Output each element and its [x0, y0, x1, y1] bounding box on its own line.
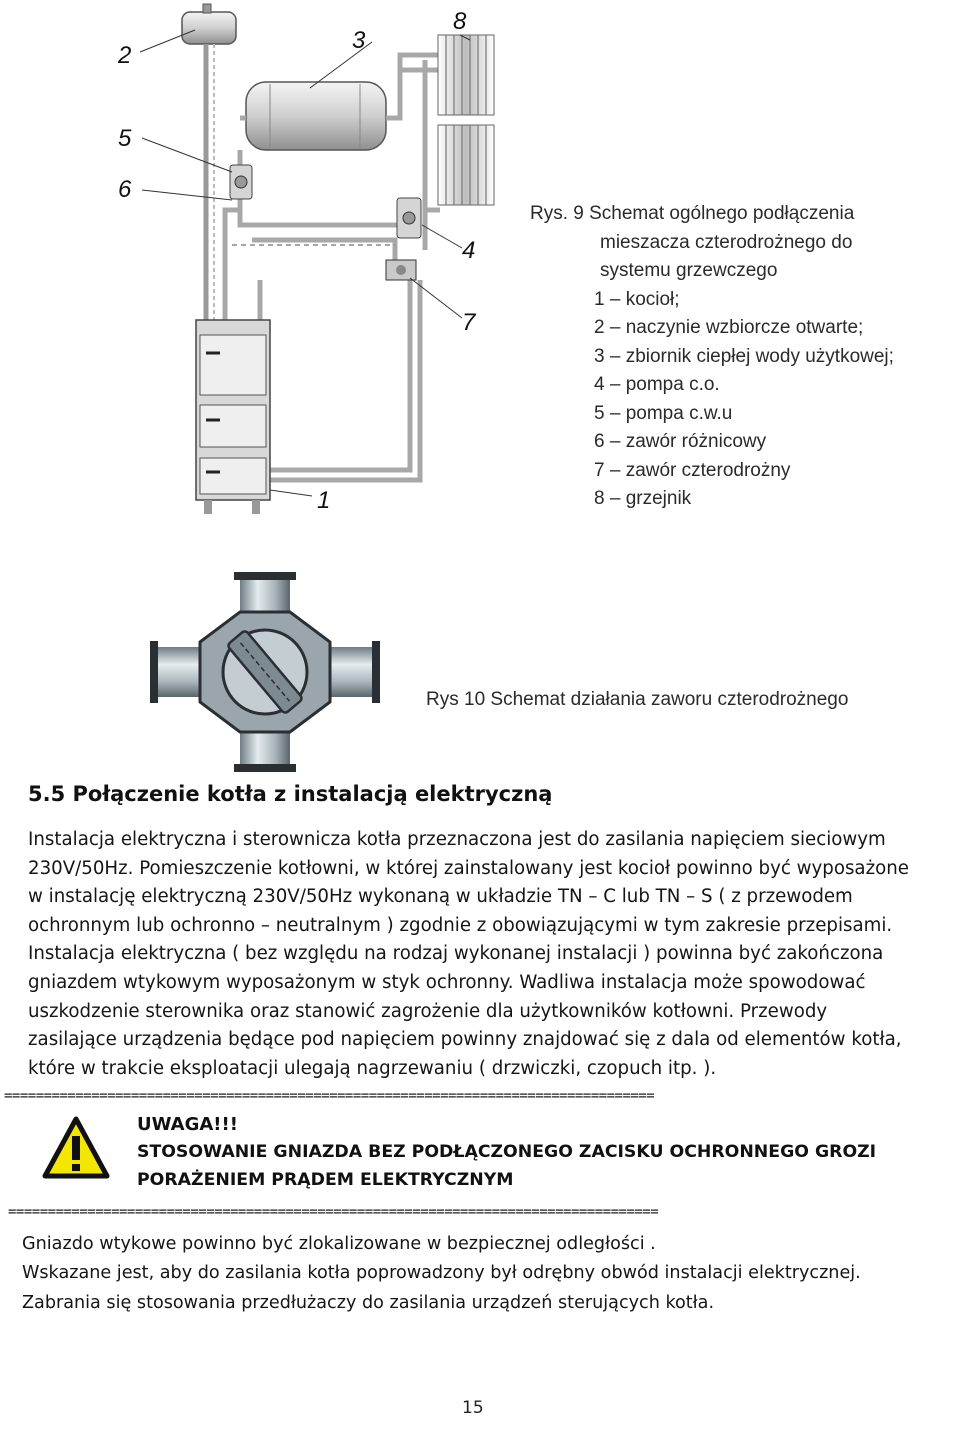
legend-item: 5 – pompa c.w.u	[594, 402, 733, 424]
figure9-caption	[530, 200, 950, 514]
pump-dhw	[230, 165, 252, 199]
boiler	[196, 320, 270, 514]
paragraph-line: które w trakcie eksploatacji ulegają nagrzewaniu ( drzwiczki, czopuch itp. ).	[28, 1057, 717, 1079]
legend-item: 4 – pompa c.o.	[594, 374, 720, 395]
section-heading: 5.5 Połączenie kotła z instalacją elektryczną	[28, 782, 553, 806]
paragraph-line: 230V/50Hz. Pomieszczenie kotłowni, w której zainstalowany jest kocioł powinno być wyposażone	[28, 857, 909, 879]
legend-item: 8 – grzejnik	[594, 488, 692, 509]
legend-item: 6 – zawór różnicowy	[594, 431, 767, 452]
separator-top: ==================================================================================	[4, 1088, 655, 1104]
legend-item: 3 – zbiornik ciepłej wody użytkowej;	[594, 345, 894, 367]
legend-item: 1 – kocioł;	[594, 288, 680, 310]
paragraph-line: w instalację elektryczną 230V/50Hz wykonaną w układzie TN – C lub TN – S ( z przewodem	[28, 886, 853, 908]
note-line: Wskazane jest, aby do zasilania kotła poprowadzony był odrębny obwód instalacji elektrycznej.	[22, 1263, 861, 1284]
callout-5: 5	[118, 125, 132, 152]
radiator-lower	[438, 125, 494, 205]
notes-block	[22, 1230, 861, 1318]
callout-8: 8	[453, 8, 467, 35]
callout-6: 6	[118, 176, 132, 203]
paragraph-line: gniazdem wtykowym wyposażonym w styk ochronny. Wadliwa instalacja może spowodować	[28, 971, 866, 993]
note-line: Gniazdo wtykowe powinno być zlokalizowane w bezpiecznej odległości .	[22, 1234, 656, 1254]
radiator-upper	[438, 35, 494, 115]
four-way-valve-diagram	[150, 572, 380, 772]
warning-text-line1: STOSOWANIE GNIAZDA BEZ PODŁĄCZONEGO ZACISKU OCHRONNEGO GROZI	[137, 1142, 877, 1162]
paragraph-line: uszkodzenie sterownika oraz stanowić zagrożenie dla użytkowników kotłowni. Przewody	[28, 1000, 828, 1022]
paragraph-line: zasilające urządzenia będące pod napięciem powinny znajdować się z dala od elementów kotła,	[28, 1029, 902, 1051]
warning-text-line2: PORAŻENIEM PRĄDEM ELEKTRYCZNYM	[137, 1170, 514, 1190]
callout-2: 2	[118, 42, 132, 69]
separator-bottom: ==================================================================================	[8, 1204, 659, 1220]
four-way-valve	[386, 260, 416, 280]
caption-title-line2: mieszacza czterodrożnego do	[600, 231, 853, 253]
caption-legend	[530, 286, 950, 514]
page-number: 15	[462, 1398, 484, 1418]
callout-1: 1	[317, 487, 331, 514]
legend-item: 2 – naczynie wzbiorcze otwarte;	[594, 317, 864, 338]
warning-triangle-icon	[42, 1116, 110, 1180]
caption-title-line3: systemu grzewczego	[600, 260, 778, 281]
paragraph-line: Instalacja elektryczna i sterownicza kotła przeznaczona jest do zasilania napięciem sieciowym	[28, 829, 886, 850]
callout-3: 3	[352, 27, 366, 54]
paragraph-line: ochronnym lub ochronno – neutralnym ) zgodnie z obowiązującymi w tym zakresie przepisami.	[28, 914, 893, 936]
pump-heating	[397, 198, 421, 238]
water-heater-tank	[246, 82, 386, 150]
callout-7: 7	[462, 309, 476, 336]
section-paragraph	[28, 826, 958, 1083]
figure10-caption: Rys 10 Schemat działania zaworu czterodrożnego	[426, 689, 849, 710]
warning-title: UWAGA!!!	[137, 1114, 238, 1135]
legend-item: 7 – zawór czterodrożny	[594, 459, 791, 481]
callout-4: 4	[462, 237, 476, 264]
expansion-vessel	[182, 4, 236, 44]
installation-diagram	[0, 0, 540, 530]
note-line: Zabrania się stosowania przedłużaczy do zasilania urządzeń sterujących kotła.	[22, 1292, 715, 1313]
caption-title-line1: Rys. 9 Schemat ogólnego podłączenia	[530, 203, 855, 224]
paragraph-line: Instalacja elektryczna ( bez względu na rodzaj wykonanej instalacji ) powinna być zakończona	[28, 943, 884, 965]
